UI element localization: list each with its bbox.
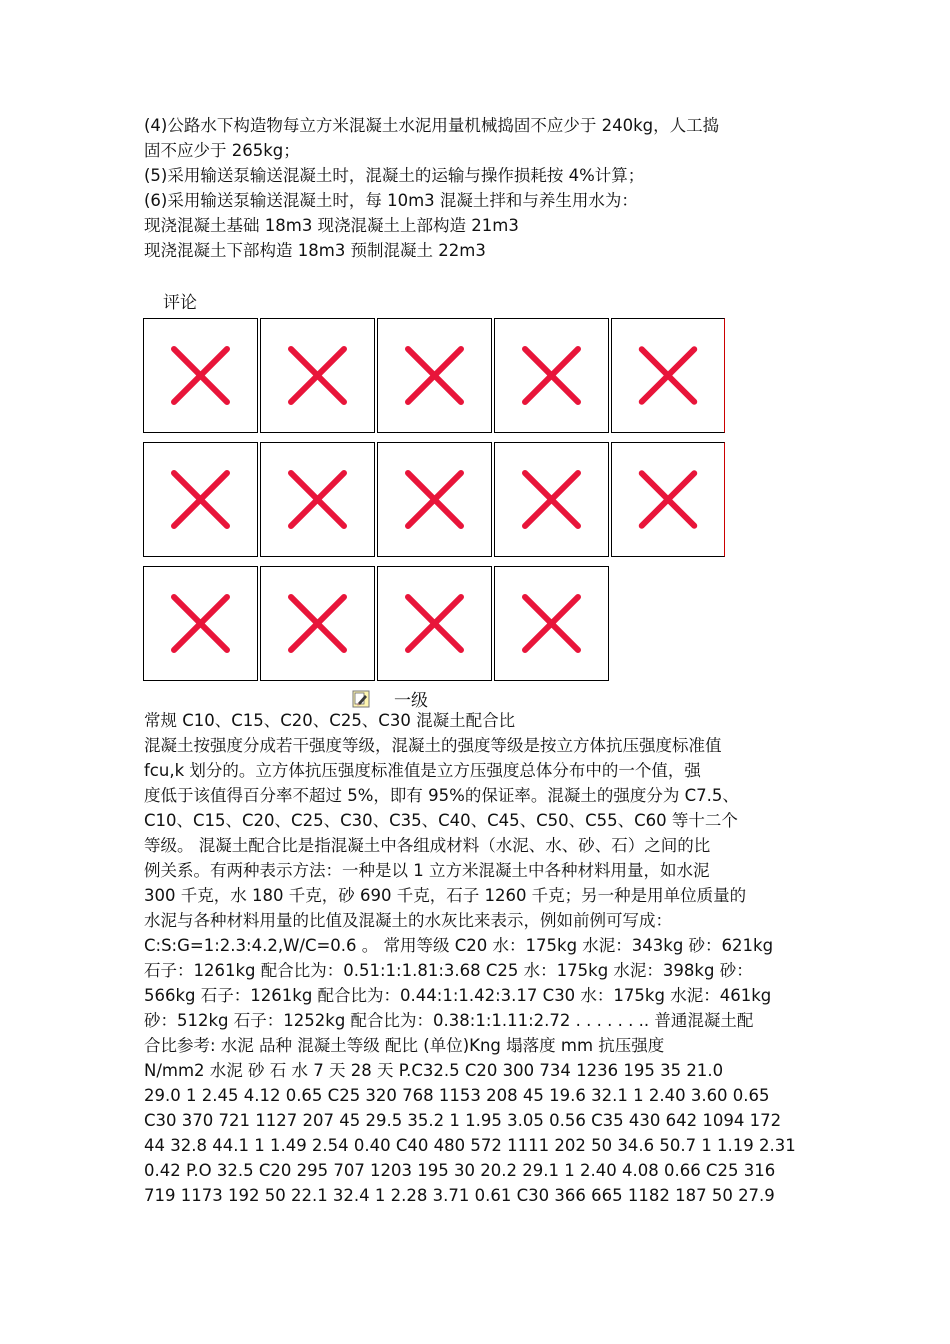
broken-image[interactable] bbox=[611, 318, 725, 433]
text-line: C10、C15、C20、C25、C30、C35、C40、C45、C50、C55、C60 等十二个 bbox=[144, 811, 738, 830]
broken-image-grid bbox=[143, 318, 723, 681]
broken-image-x-icon bbox=[378, 443, 491, 556]
construction-notes bbox=[144, 113, 814, 263]
text-line: 固不应少于 265kg； bbox=[144, 141, 300, 160]
broken-image[interactable] bbox=[260, 318, 375, 433]
text-line: 混凝土按强度分成若干强度等级，混凝土的强度等级是按立方体抗压强度标准值 bbox=[144, 736, 722, 755]
broken-image[interactable] bbox=[260, 442, 375, 557]
broken-image-x-icon bbox=[495, 319, 608, 432]
broken-image-x-icon bbox=[144, 567, 257, 680]
broken-image[interactable] bbox=[494, 566, 609, 681]
broken-image[interactable] bbox=[143, 442, 258, 557]
broken-image[interactable] bbox=[494, 318, 609, 433]
broken-image-x-icon bbox=[144, 443, 257, 556]
broken-image-x-icon bbox=[612, 319, 724, 432]
broken-image-x-icon bbox=[378, 567, 491, 680]
text-line: 29.0 1 2.45 4.12 0.65 C25 320 768 1153 208 45 19.6 32.1 1 2.40 3.60 0.65 bbox=[144, 1086, 770, 1105]
text-line: 度低于该值得百分率不超过 5%，即有 95%的保证率。混凝土的强度分为 C7.5、 bbox=[144, 786, 739, 805]
text-line: 等级。 混凝土配合比是指混凝土中各组成材料（水泥、水、砂、石）之间的比 bbox=[144, 836, 711, 855]
text-line: 300 千克，水 180 千克，砂 690 千克，石子 1260 千克；另一种是用单位质量的 bbox=[144, 886, 747, 905]
text-line: 现浇混凝土下部构造 18m3 预制混凝土 22m3 bbox=[144, 241, 486, 260]
text-line: C:S:G=1:2.3:4.2,W/C=0.6 。 常用等级 C20 水：175kg 水泥：343kg 砂：621kg bbox=[144, 936, 774, 955]
text-line: 合比参考: 水泥 品种 混凝土等级 配比 (单位)Kng 塌落度 mm 抗压强度 bbox=[144, 1036, 665, 1055]
edit-note-icon bbox=[352, 690, 370, 708]
mix-ratio-text bbox=[144, 708, 814, 1208]
text-line: 石子：1261kg 配合比为：0.51:1:1.81:3.68 C25 水：175kg 水泥：398kg 砂： bbox=[144, 961, 753, 980]
broken-image[interactable] bbox=[377, 566, 492, 681]
text-line: (4)公路水下构造物每立方米混凝土水泥用量机械捣固不应少于 240kg，人工捣 bbox=[144, 116, 720, 135]
comment-label[interactable]: 评论 bbox=[163, 293, 197, 313]
broken-image-x-icon bbox=[144, 319, 257, 432]
text-line: 566kg 石子：1261kg 配合比为：0.44:1:1.42:3.17 C30 水：175kg 水泥：461kg bbox=[144, 986, 772, 1005]
level-label: 一级 bbox=[394, 691, 428, 711]
broken-image[interactable] bbox=[260, 566, 375, 681]
broken-image[interactable] bbox=[494, 442, 609, 557]
text-line: 砂：512kg 石子：1252kg 配合比为：0.38:1:1.11:2.72 . . . . . . .. 普通混凝土配 bbox=[144, 1011, 754, 1030]
broken-image[interactable] bbox=[143, 566, 258, 681]
broken-image-x-icon bbox=[378, 319, 491, 432]
image-row bbox=[143, 318, 723, 433]
broken-image[interactable] bbox=[143, 318, 258, 433]
broken-image-x-icon bbox=[495, 567, 608, 680]
text-line: 例关系。有两种表示方法：一种是以 1 立方米混凝土中各种材料用量，如水泥 bbox=[144, 861, 710, 880]
text-line: 44 32.8 44.1 1 1.49 2.54 0.40 C40 480 572 1111 202 50 34.6 50.7 1 1.19 2.31 bbox=[144, 1136, 796, 1155]
text-line: 0.42 P.O 32.5 C20 295 707 1203 195 30 20.2 29.1 1 2.40 4.08 0.66 C25 316 bbox=[144, 1161, 776, 1180]
text-line: fcu,k 划分的。立方体抗压强度标准值是立方压强度总体分布中的一个值，强 bbox=[144, 761, 701, 780]
broken-image-x-icon bbox=[612, 443, 724, 556]
broken-image-x-icon bbox=[495, 443, 608, 556]
broken-image[interactable] bbox=[611, 442, 725, 557]
text-line: 719 1173 192 50 22.1 32.4 1 2.28 3.71 0.61 C30 366 665 1182 187 50 27.9 bbox=[144, 1186, 775, 1205]
text-line: 常规 C10、C15、C20、C25、C30 混凝土配合比 bbox=[144, 711, 516, 730]
text-line: 现浇混凝土基础 18m3 现浇混凝土上部构造 21m3 bbox=[144, 216, 519, 235]
text-line: C30 370 721 1127 207 45 29.5 35.2 1 1.95 3.05 0.56 C35 430 642 1094 172 bbox=[144, 1111, 782, 1130]
broken-image-x-icon bbox=[261, 443, 374, 556]
broken-image[interactable] bbox=[377, 442, 492, 557]
text-line: (5)采用输送泵输送混凝土时，混凝土的运输与操作损耗按 4%计算； bbox=[144, 166, 645, 185]
broken-image-x-icon bbox=[261, 319, 374, 432]
text-line: N/mm2 水泥 砂 石 水 7 天 28 天 P.C32.5 C20 300 734 1236 195 35 21.0 bbox=[144, 1061, 724, 1080]
image-row bbox=[143, 566, 723, 681]
broken-image-x-icon bbox=[261, 567, 374, 680]
text-line: (6)采用输送泵输送混凝土时，每 10m3 混凝土拌和与养生用水为： bbox=[144, 191, 638, 210]
text-line: 水泥与各种材料用量的比值及混凝土的水灰比来表示，例如前例可写成： bbox=[144, 911, 672, 930]
broken-image[interactable] bbox=[377, 318, 492, 433]
image-row bbox=[143, 442, 723, 557]
